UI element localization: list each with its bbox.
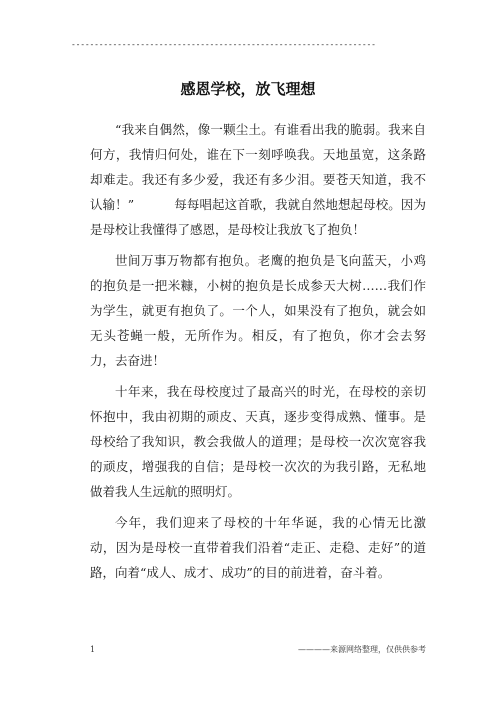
paragraph-4: 今年，我们迎来了母校的十年华诞，我的心情无比激动，因为是母校一直带着我们沿着“走正、走稳、走好”的道路，向着“成人、成才、成功”的目的前进着，奋斗着。 [90,515,426,580]
document-title: 感恩学校，放飞理想 [180,80,316,98]
song-lyrics-quote: “我来自偶然，像一颗尘土。有谁看出我的脆弱。我来自何方，我情归何处，谁在下一刻呼唤我。天地虽宽，这条路却难走。我还有多少爱，我还有多少泪。要苍天知道，我不认输！” [90,122,426,212]
header-dashed-rule: ------------------------------------------------------------------ [71,40,376,49]
paragraph-2: 世间万事万物都有抱负。老鹰的抱负是飞向蓝天，小鸡的抱负是一把米糠，小树的抱负是长成参天大树……我们作为学生，就更有抱负了。一个人，如果没有了抱负，就会如无头苍蝇一般，无所作为。相反，有了抱负，你才会去努力，去奋进！ [90,253,426,368]
paragraph-1 [90,117,426,242]
source-note: ————来源网络整理，仅供供参考 [298,645,426,654]
page-number: 1 [90,645,96,654]
paragraph-3: 十年来，我在母校度过了最高兴的时光，在母校的亲切怀抱中，我由初期的顽皮、天真，逐步变得成熟、懂事。是母校给了我知识，教会我做人的道理；是母校一次次宽容我的顽皮，增强我的自信；是母校一次次的为我引路，无私地做着我人生远航的照明灯。 [90,384,426,499]
page-footer [90,643,426,657]
paragraph-1-text: 每每唱起这首歌，我就自然地想起母校。因为是母校让我懂得了感恩，是母校让我放飞了抱负！ [90,197,426,237]
document-body [90,117,426,591]
